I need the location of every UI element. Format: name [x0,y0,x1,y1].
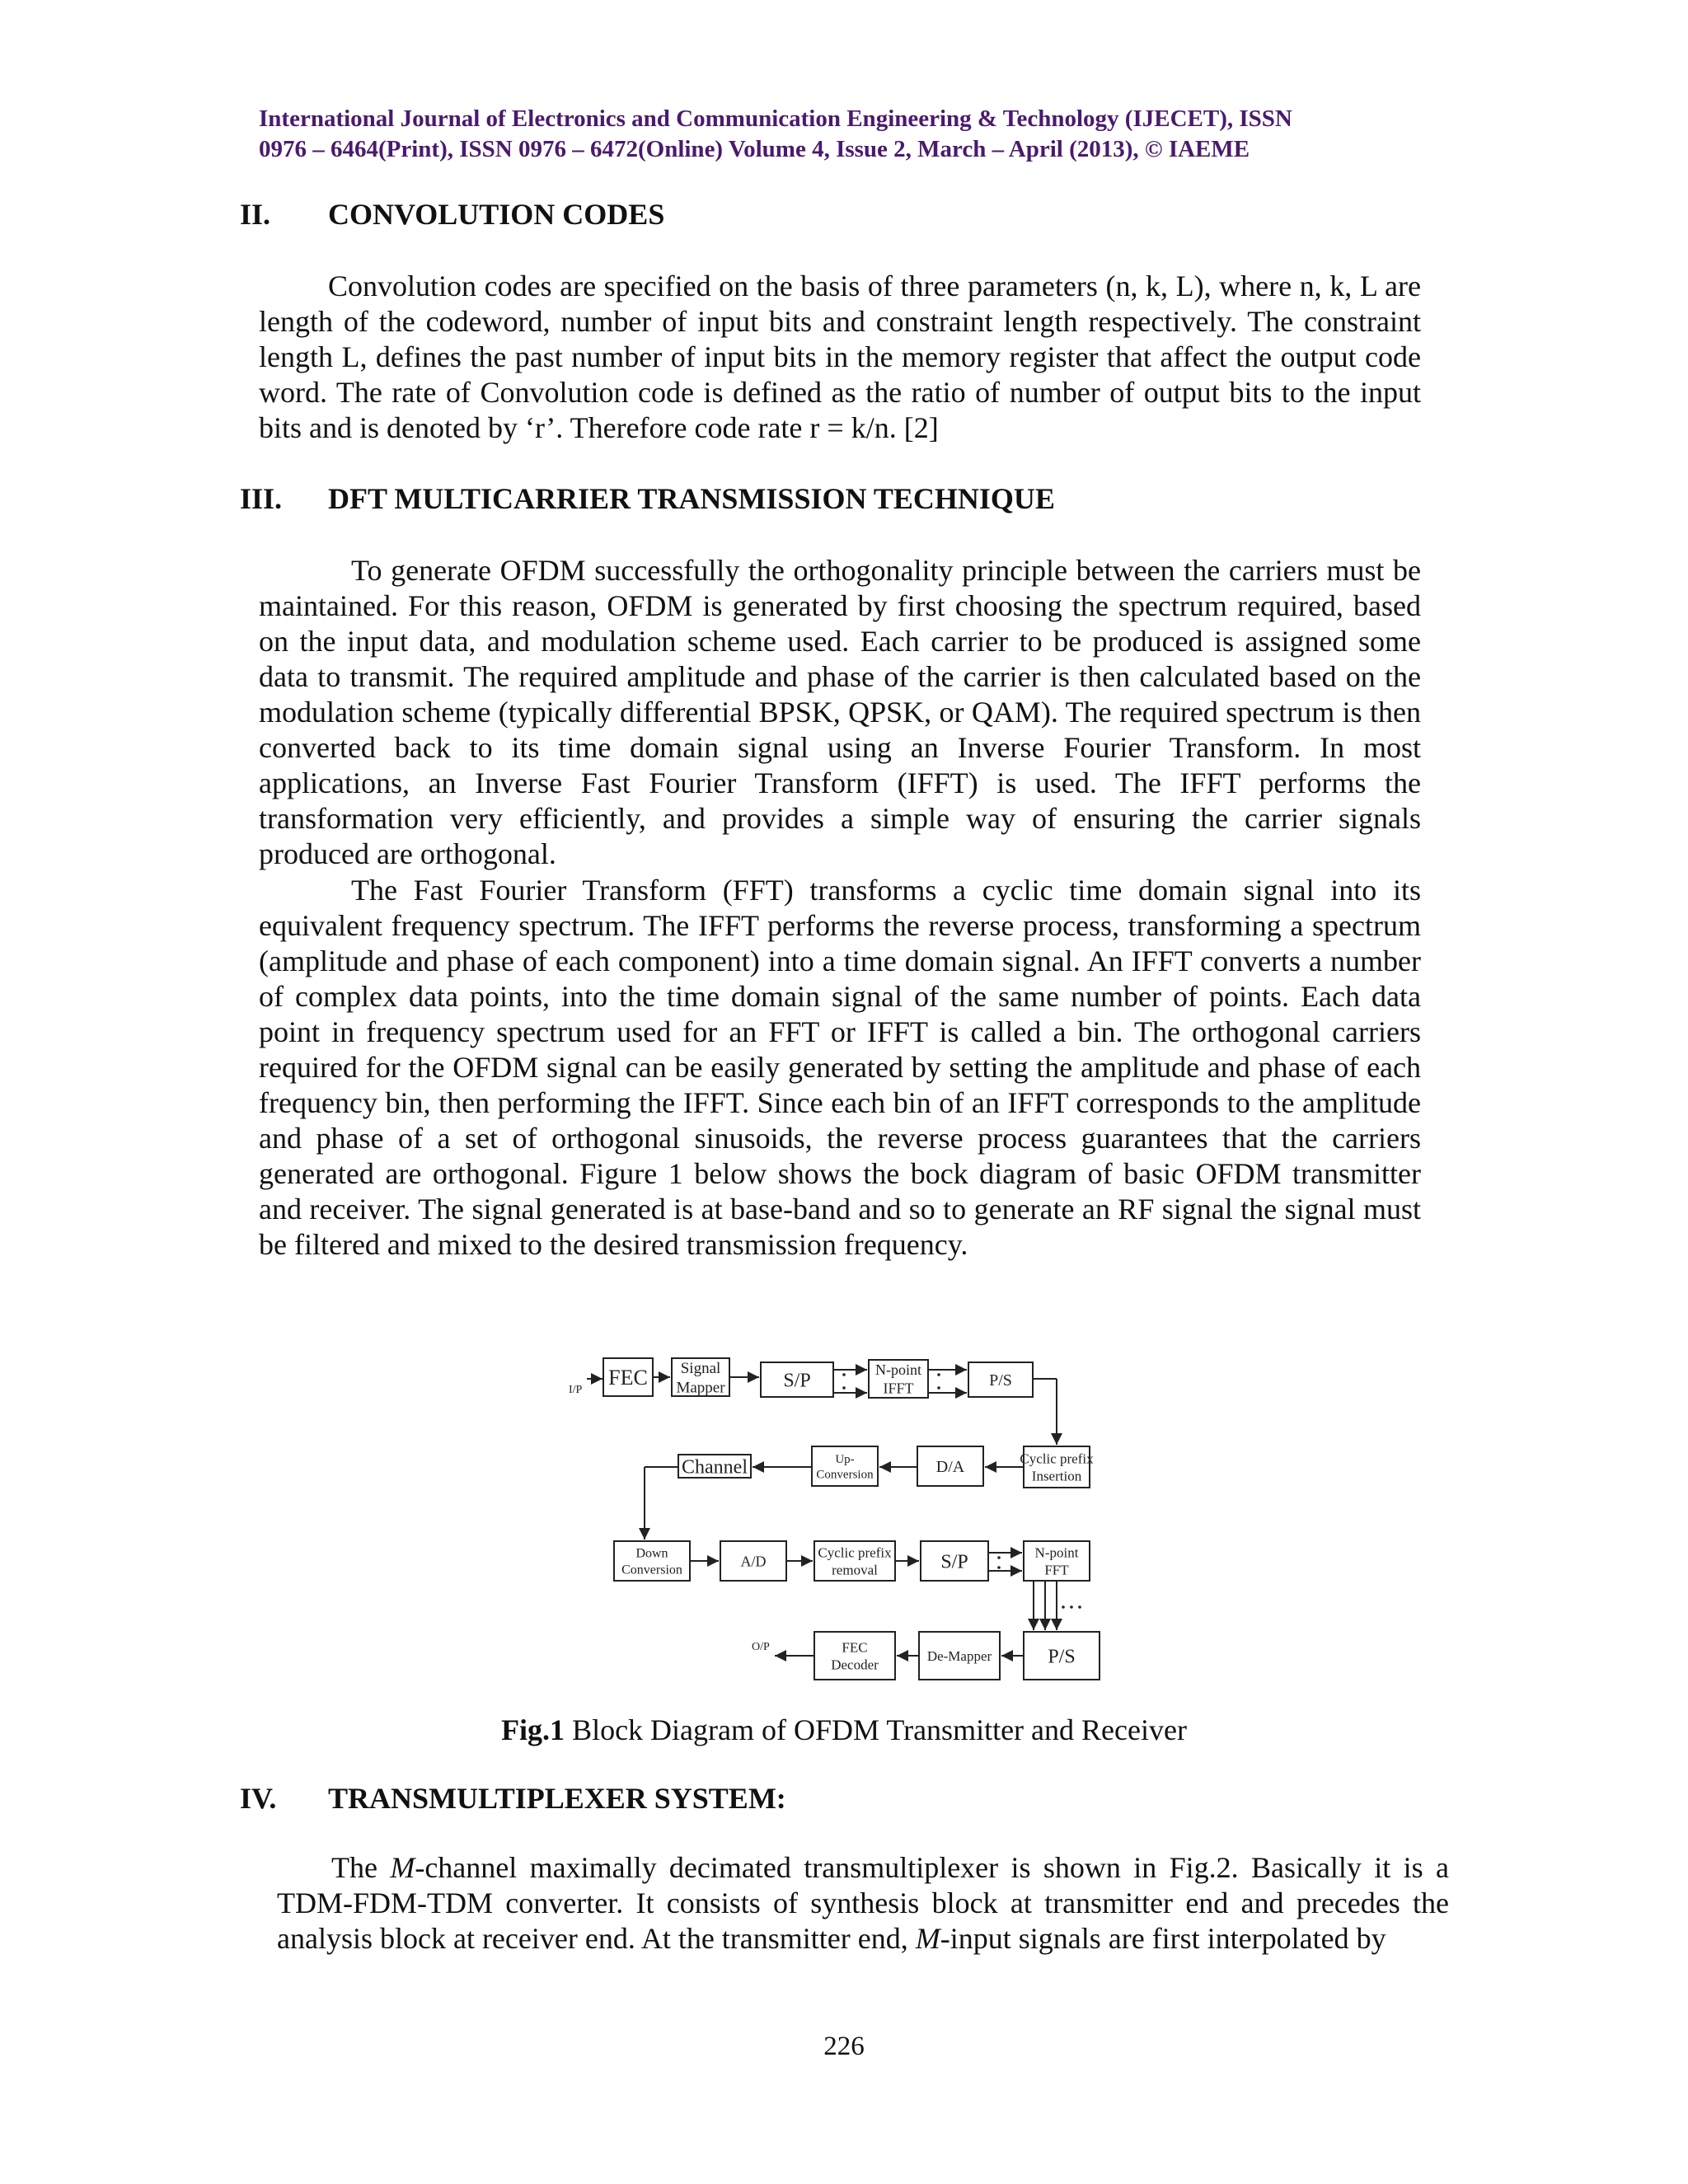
paragraph-ofdm-generation: To generate OFDM successfully the orthogonality principle between the carriers must be maintained. For this reason, OFDM is generated by first choosing the spectrum required, based on the input data, and modulation scheme used. Each carrier to be produced is assigned some data to transmit. The required amplitude and phase of the carrier is then calculated based on the modulation scheme (typically differential BPSK, QPSK, or QAM). The required spectrum is then converted back to its time domain signal using an Inverse Fourier Transform. In most applications, an Inverse Fast Fourier Transform (IFFT) is used. The IFFT performs the transformation very efficiently, and provides a simple way of ensuring the carrier signals produced are orthogonal. [259,554,1421,870]
block-label: De-Mapper [926,1647,992,1664]
block-label: Decoder [831,1657,879,1673]
block-label: N-point [875,1361,921,1379]
block-label: S/P [940,1551,968,1573]
block-label: D/A [935,1458,965,1476]
block-label: Cyclic prefix [818,1544,892,1561]
math-variable-m: M [390,1851,415,1884]
path-dot [842,1373,846,1376]
block-ad [720,1541,786,1581]
block-signal-mapper [672,1358,729,1397]
block-da [917,1446,983,1486]
figure-caption-text: Block Diagram of OFDM Transmitter and Receiver [565,1713,1187,1746]
path-dot [1078,1605,1081,1609]
block-label: FEC [608,1366,648,1390]
block-label: A/D [740,1553,767,1570]
paragraph-convolution-codes: Convolution codes are specified on the basis of three parameters (n, k, L), where n, k, L are length of the codeword, number of input bits and constraint length respectively. The constraint length L, defines the past number of input bits in the memory register that affect the output code word. The rate of Convolution code is defined as the ratio of number of output bits to the input bits and is denoted by ‘r’. Therefore code rate r = k/n. [2] [259,269,1421,444]
block-label: IFFT [883,1380,914,1397]
section-number: IV. [240,1782,277,1815]
path-dot [937,1373,940,1376]
path-dot [997,1566,1001,1569]
block-upconv [812,1446,878,1486]
section-title: DFT MULTICARRIER TRANSMISSION TECHNIQUE [328,482,1055,515]
block-downconv [614,1541,690,1581]
block-label: Conversion [816,1468,874,1482]
section-number: II. [240,198,271,231]
ofdm-block-diagram [560,1335,1121,1698]
block-fft [1024,1541,1090,1581]
paragraph-fft-ifft: The Fast Fourier Transform (FFT) transforms a cyclic time domain signal into its equivalent frequency spectrum. The IFFT performs the reverse process, transforming a spectrum (amplitude and phase of each component) into a time domain signal. An IFFT converts a number of complex data points, into the time domain signal of the same number of points. Each data point in frequency spectrum used for an FFT or IFFT is called a bin. The orthogonal carriers required for the OFDM signal can be easily generated by setting the amplitude and phase of each frequency bin, then performing the IFFT. Since each bin of an IFFT corresponds to the amplitude and phase of a set of orthogonal sinusoids, the reverse process guarantees that the carriers generated are orthogonal. Figure 1 below shows the bock diagram of basic OFDM transmitter and receiver. The signal generated is at base-band and so to generate an RF signal the signal must be filtered and mixed to the desired transmission frequency. [259,874,1421,1261]
block-label: FFT [1044,1562,1069,1578]
block-label: Conversion [621,1563,682,1577]
figure-label: Fig.1 [501,1713,565,1746]
block-sp-tx [761,1362,833,1397]
path-dot [997,1556,1001,1559]
page-number: 226 [823,2032,865,2061]
block-cp-insert [1020,1446,1094,1488]
output-label: O/P [752,1641,770,1653]
block-label: Cyclic prefix [1020,1451,1094,1467]
figure-caption [0,1713,1688,1748]
block-label: N-point [1034,1544,1079,1561]
block-channel [678,1455,751,1478]
block-label: Insertion [1031,1468,1082,1484]
paragraph-transmultiplexer [277,1850,1449,1957]
path-dot [1070,1605,1073,1609]
block-label: Up- [835,1452,855,1466]
journal-header [259,104,1429,165]
block-ps-rx [1024,1632,1100,1680]
block-label: Mapper [676,1379,725,1397]
block-ifft [869,1360,928,1398]
text-run: -channel maximally decimated transmultiplexer is shown in Fig.2. Basically it is a TDM-FDM-TDM converter. It consists of synthesis block at transmitter end and precedes the analysis block at receiver end. At the transmitter end, [277,1851,1450,1955]
section-number: III. [240,482,283,515]
header-line-2: 0976 – 6464(Print), ISSN 0976 – 6472(Online) Volume 4, Issue 2, March – April (2013), © IAEME [259,136,1250,162]
block-label: Channel [682,1456,748,1479]
block-label: S/P [783,1370,811,1392]
block-label: P/S [1048,1646,1076,1668]
path-dot [842,1386,846,1390]
block-label: FEC [842,1639,868,1656]
block-label: Signal [680,1359,721,1377]
block-fec [603,1358,653,1396]
path-dot [1062,1605,1065,1609]
header-line-1: International Journal of Electronics and Communication Engineering & Technology (IJECET), ISSN [259,105,1292,132]
text-run: -input signals are first interpolated by [940,1922,1386,1955]
block-cp-remove [814,1541,895,1581]
section-title: CONVOLUTION CODES [328,198,665,231]
text-run: The [331,1851,391,1884]
block-label: P/S [989,1371,1012,1390]
block-sp-rx [921,1541,988,1581]
path-dot [937,1386,940,1390]
input-label: I/P [569,1384,583,1396]
block-demapper [919,1632,1000,1680]
block-fec-decoder [814,1632,895,1680]
block-label: removal [832,1562,878,1578]
section-title: TRANSMULTIPLEXER SYSTEM: [328,1782,786,1815]
block-ps-tx [968,1362,1033,1397]
block-label: Down [635,1546,668,1561]
math-variable-m: M [915,1922,940,1955]
